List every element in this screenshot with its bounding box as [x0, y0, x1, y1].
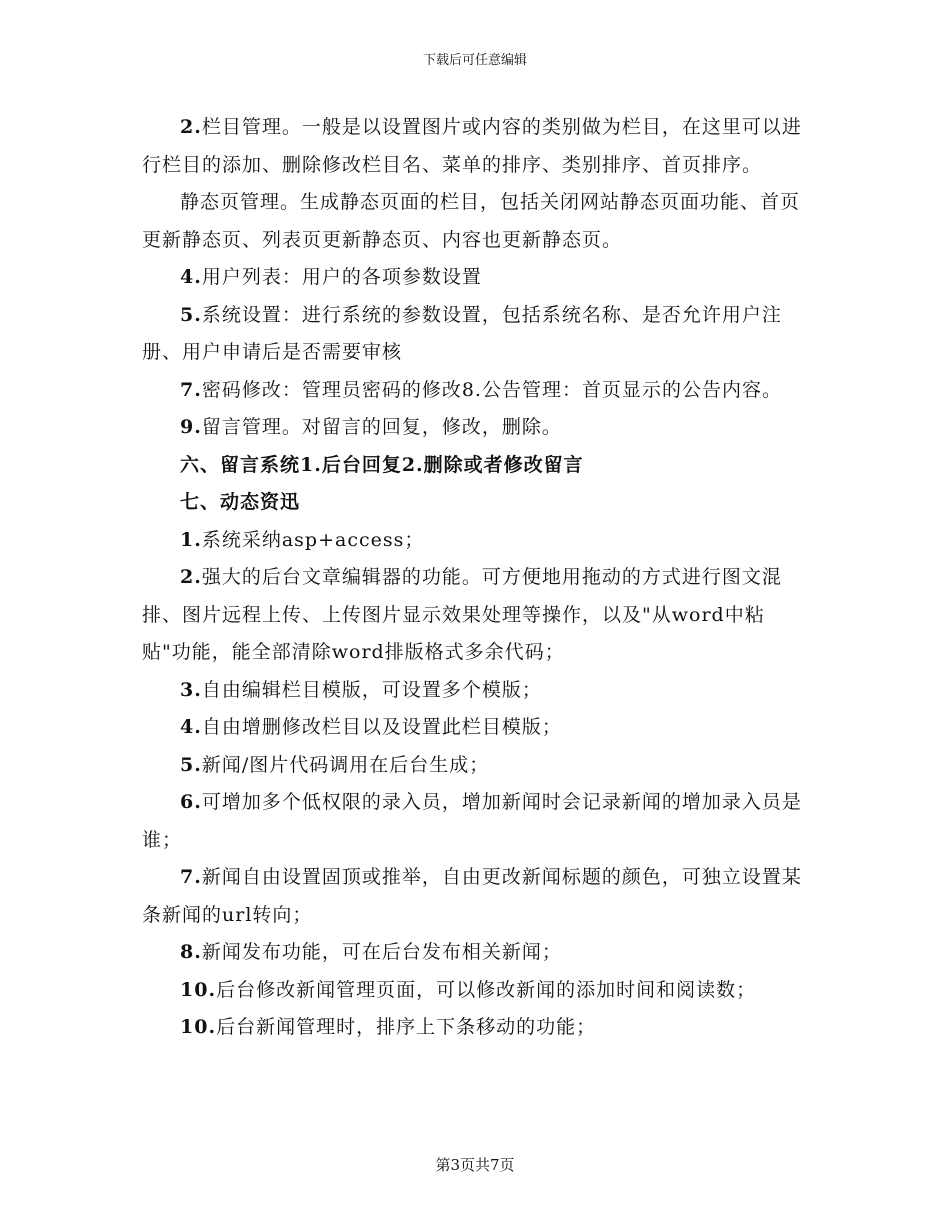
paragraph: [142, 859, 814, 934]
paragraph-text: 用户列表：用户的各项参数设置: [201, 266, 482, 288]
paragraph-text: 强大的后台文章编辑器的功能。可方便地用拖动的方式进行图文混排、图片远程上传、上传图片显示效果处理等操作，以及"从word中粘贴"功能，能全部清除word排版格式多余代码；: [142, 566, 782, 663]
paragraph: [142, 184, 814, 259]
section-heading: [142, 447, 814, 485]
paragraph-text: 后台新闻管理时，排序上下条移动的功能；: [216, 1016, 597, 1038]
item-number: 5.: [180, 303, 202, 326]
item-number: 10.: [180, 978, 217, 1001]
paragraph: [142, 934, 814, 972]
page-header: 下载后可任意编辑: [422, 53, 527, 68]
paragraph: [142, 559, 814, 672]
item-number: 9.: [180, 416, 202, 438]
paragraph: [142, 747, 814, 785]
paragraph: [142, 709, 814, 747]
paragraph-text: 留言管理。对留言的回复，修改，删除。: [201, 416, 562, 438]
paragraph: [142, 784, 814, 859]
paragraph: [142, 522, 814, 560]
paragraph: [142, 409, 814, 447]
section-heading-text: 七、动态资迅: [180, 491, 301, 513]
paragraph-text: 自由编辑栏目模版，可设置多个模版；: [201, 678, 542, 701]
section-heading-text: 六、留言系统1.后台回复2.删除或者修改留言: [180, 453, 584, 476]
paragraph-text: 新闻自由设置固顶或推举，自由更改新闻标题的颜色，可独立设置某条新闻的url转向；: [142, 866, 802, 926]
item-number: 4.: [180, 716, 202, 738]
item-number: 3.: [180, 678, 202, 701]
paragraph-text: 系统设置：进行系统的参数设置，包括系统名称、是否允许用户注册、用户申请后是否需要审核: [142, 303, 782, 363]
item-number: 4.: [180, 266, 202, 288]
item-number: 6.: [180, 791, 202, 813]
item-number: 2.: [180, 566, 202, 588]
item-number: 2.: [180, 116, 202, 138]
paragraph-text: 栏目管理。一般是以设置图片或内容的类别做为栏目，在这里可以进行栏目的添加、删除修改栏目名、菜单的排序、类别排序、首页排序。: [142, 116, 802, 176]
paragraph-text: 后台修改新闻管理页面，可以修改新闻的添加时间和阅读数；: [216, 978, 757, 1001]
item-number: 8.: [180, 941, 202, 963]
paragraph: [142, 259, 814, 297]
paragraph-text: 系统采纳asp+access；: [201, 528, 425, 551]
document-body: [142, 109, 814, 1047]
paragraph: [142, 297, 814, 372]
paragraph-text: 密码修改：管理员密码的修改8.公告管理：首页显示的公告内容。: [201, 378, 782, 401]
paragraph: [142, 672, 814, 710]
paragraph: [142, 372, 814, 410]
section-heading: [142, 484, 814, 522]
item-number: 10.: [180, 1016, 217, 1038]
page-footer: 第3页共7页: [435, 1156, 515, 1174]
paragraph-text: 静态页管理。生成静态页面的栏目，包括关闭网站静态页面功能、首页更新静态页、列表页更新静态页、内容也更新静态页。: [142, 191, 801, 251]
item-number: 1.: [180, 528, 202, 551]
item-number: 7.: [180, 866, 202, 888]
paragraph-text: 可增加多个低权限的录入员，增加新闻时会记录新闻的增加录入员是谁；: [142, 791, 802, 851]
paragraph: [142, 1009, 814, 1047]
item-number: 7.: [180, 378, 202, 401]
paragraph-text: 自由增删修改栏目以及设置此栏目模版；: [201, 716, 562, 738]
paragraph: [142, 972, 814, 1010]
paragraph-text: 新闻发布功能，可在后台发布相关新闻；: [201, 941, 562, 963]
paragraph: [142, 109, 814, 184]
paragraph-text: 新闻/图片代码调用在后台生成；: [201, 753, 490, 776]
item-number: 5.: [180, 753, 202, 776]
